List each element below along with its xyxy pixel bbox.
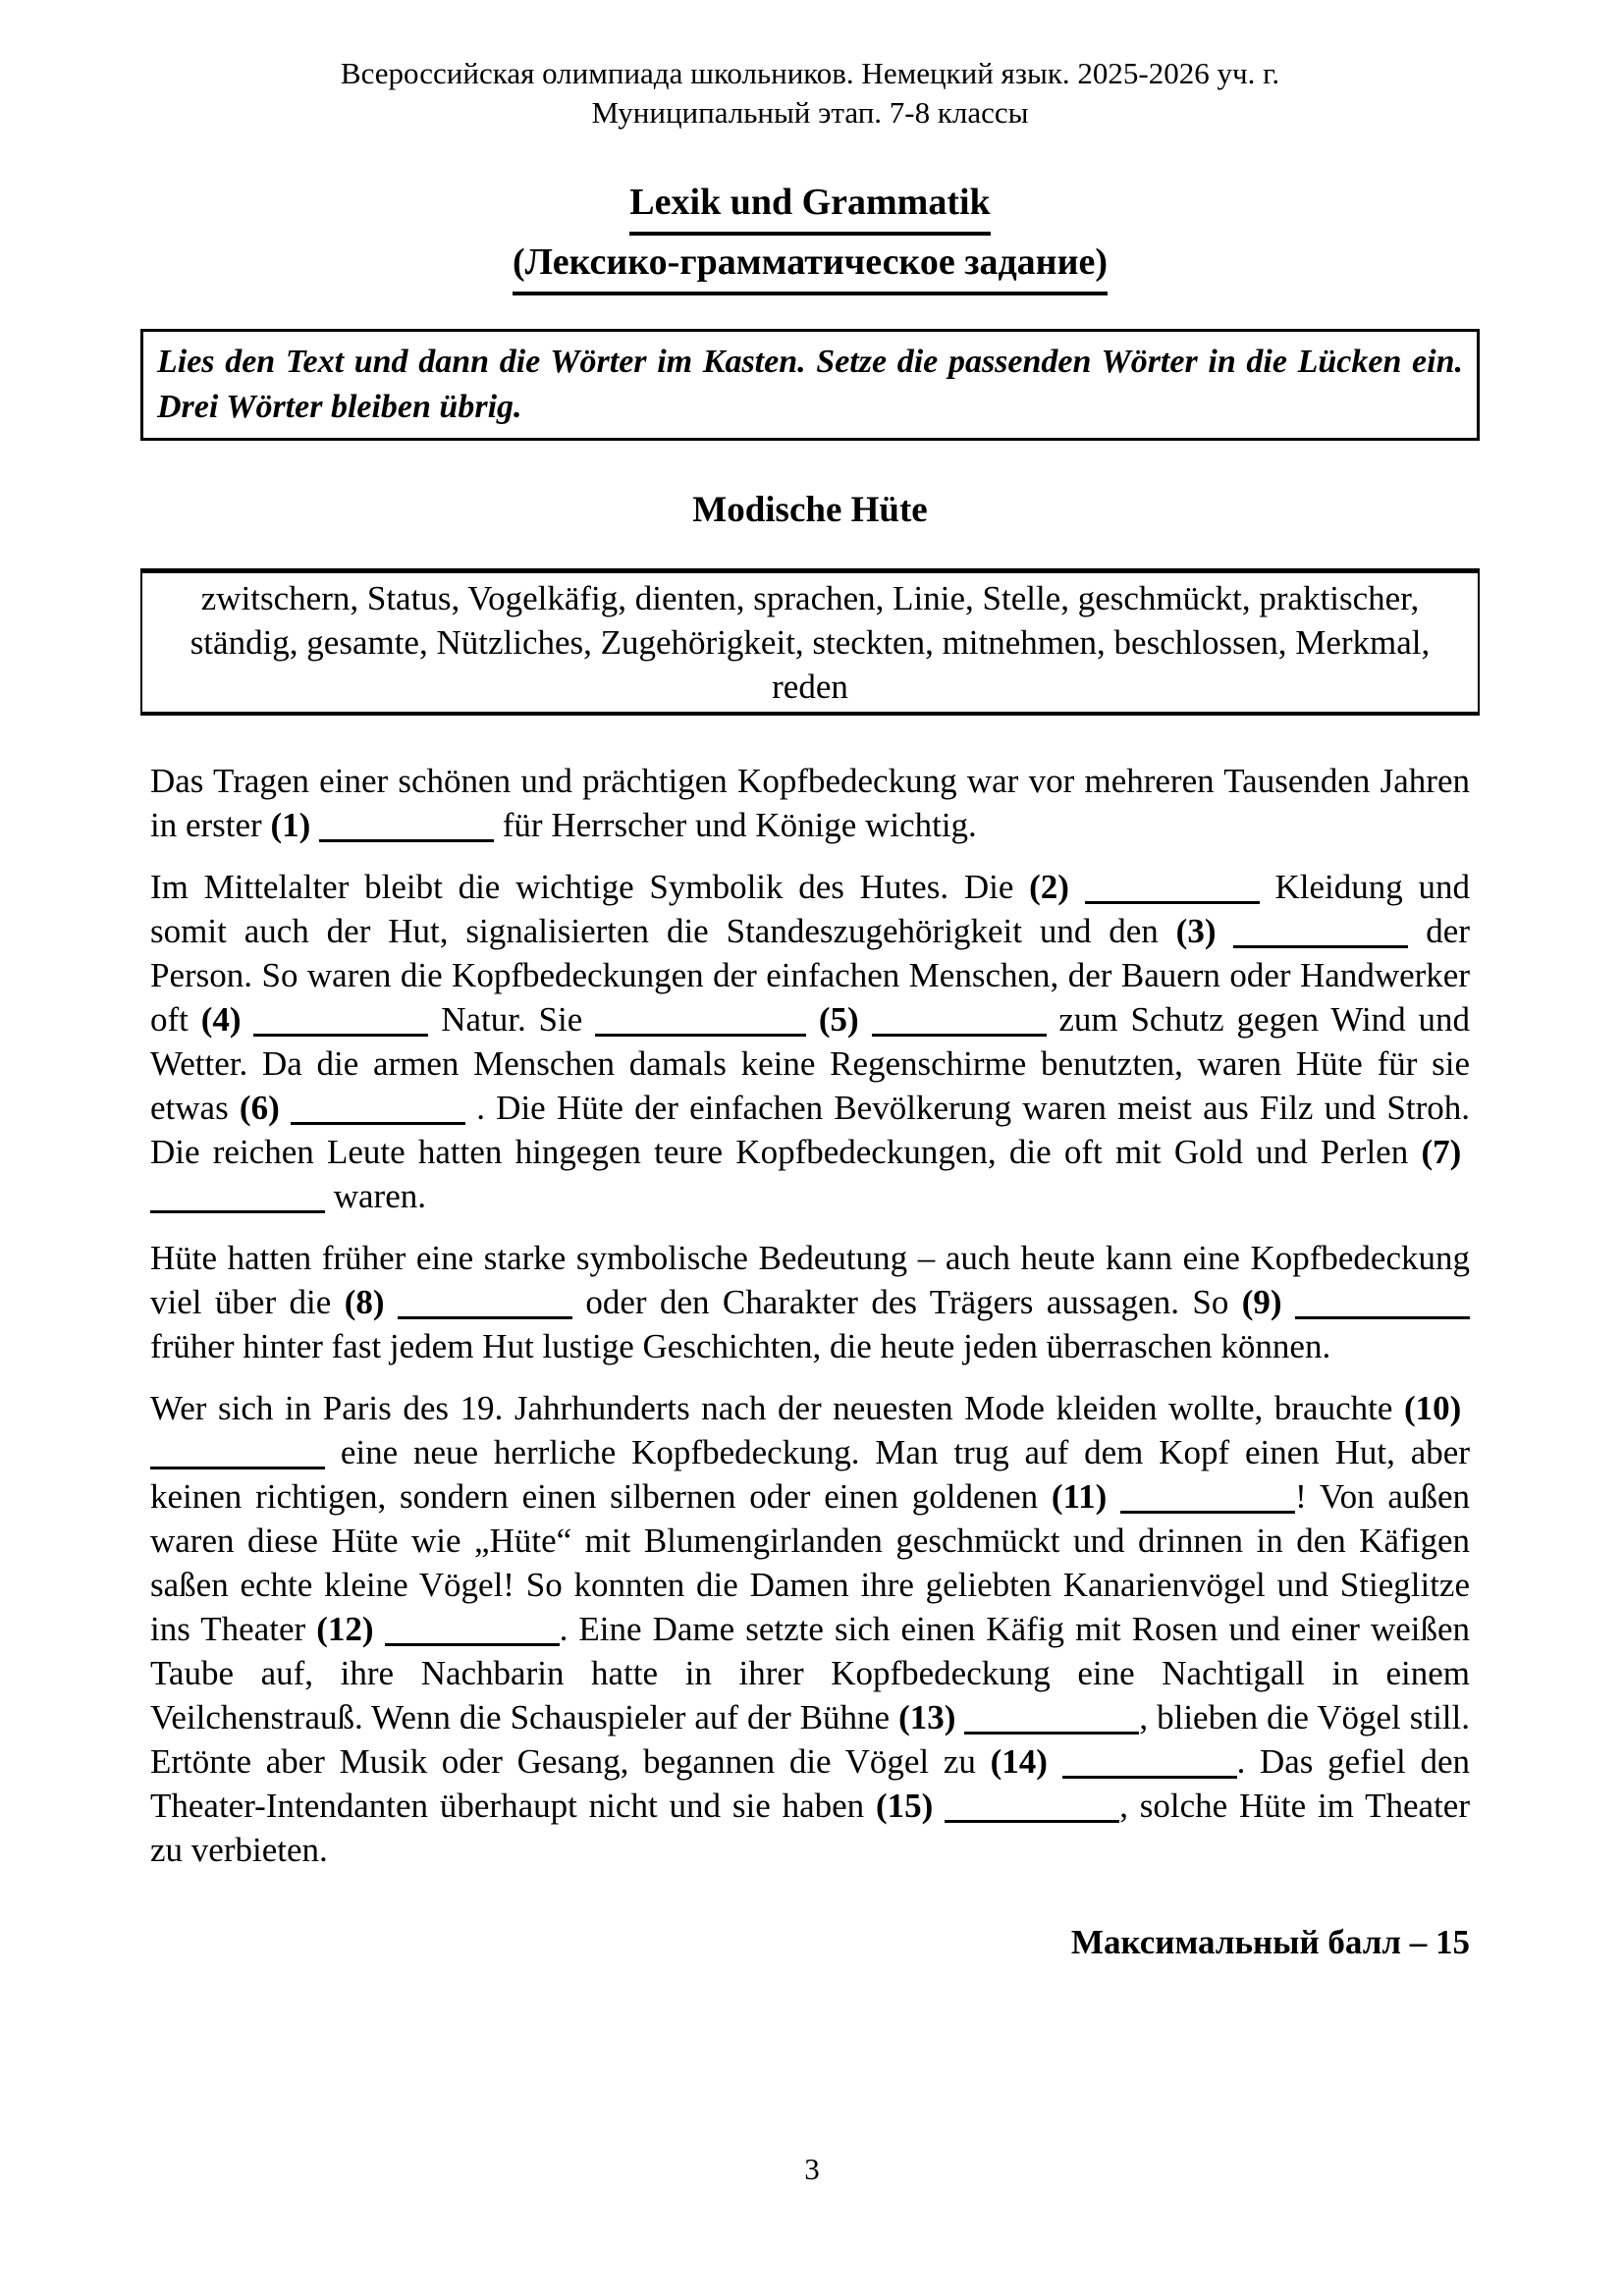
text-run: Hüte hatten früher eine starke symbolische Bedeutung – auch heute kann eine Kopfbedeckung viel über die (150, 1239, 1470, 1321)
document-header (150, 54, 1470, 133)
text-run: Kleidung und somit auch der Hut, signalisierten die Standeszugehörigkeit und den (150, 868, 1470, 950)
blank-line (385, 1641, 560, 1646)
gap-number: (8) (344, 1283, 398, 1321)
blank-line (150, 1465, 325, 1469)
gap-number: (11) (1051, 1477, 1121, 1516)
text-run: Natur. Sie (428, 1000, 596, 1039)
text-title: Modische Hüte (692, 490, 928, 530)
text-run: Das Tragen einer schönen und prächtigen Kopfbedeckung war vor mehreren Tausenden Jahren in erster (150, 762, 1470, 844)
blank-line (1233, 943, 1408, 948)
blank-line (291, 1120, 465, 1125)
blank-line (945, 1818, 1119, 1823)
section-titles (150, 176, 1470, 295)
paragraph (150, 865, 1470, 1218)
section-title-de: Lexik und Grammatik (629, 176, 990, 236)
gap-number: (6) (239, 1089, 291, 1127)
text-run: Im Mittelalter bleibt die wichtige Symbolik des Hutes. Die (150, 868, 1030, 906)
max-score: Максимальный балл – 15 (1070, 1923, 1470, 1961)
text-run: . Eine Dame setzte sich einen Käfig mit Rosen und einer weißen Taube auf, ihre Nachbarin hatte in ihrer Kopfbedeckung eine Nachtigall in einem Veilchenstrauß. Wenn die Schauspieler auf der Bühne (150, 1610, 1471, 1736)
text-run: der Person. So waren die Kopfbedeckungen der einfachen Menschen, der Bauern oder Handwerker oft (150, 912, 1470, 1039)
word-bank-list: zwitschern, Status, Vogelkäfig, dienten, sprachen, Linie, Stelle, geschmückt, praktischer, ständig, gesamte, Nützliches, Zugehörigkeit, steckten, mitnehmen, beschlossen, Merkmal, reden (189, 579, 1431, 706)
text-run: früher hinter fast jedem Hut lustige Geschichten, die heute jeden überraschen können. (150, 1327, 1331, 1365)
text-run: . Die Hüte der einfachen Bevölkerung waren meist aus Filz und Stroh. Die reichen Leute hatten hingegen teure Kopfbedeckungen, die oft mit Gold und Perlen (150, 1089, 1470, 1171)
section-title-row-ru (150, 236, 1470, 295)
gap-number: (12) (316, 1610, 385, 1648)
gap-number: (13) (898, 1698, 965, 1736)
blank-line (1085, 899, 1260, 904)
gap-number: (9) (1241, 1283, 1295, 1321)
paragraph (150, 1386, 1470, 1872)
paragraph (150, 759, 1470, 847)
text-run: oder den Charakter des Trägers aussagen. So (571, 1283, 1242, 1321)
blank-line (964, 1730, 1139, 1735)
page-content (150, 54, 1470, 1962)
header-line-1: Всероссийская олимпиада школьников. Немецкий язык. 2025-2026 уч. г. (340, 56, 1280, 90)
blank-line (398, 1314, 572, 1319)
blank-line (872, 1032, 1047, 1037)
blank-line (150, 1208, 325, 1213)
blank-line (1120, 1509, 1295, 1514)
blank-line (1062, 1774, 1237, 1779)
task-text (150, 759, 1470, 1872)
instruction-text: Lies den Text und dann die Wörter im Kasten. Setze die passenden Wörter in die Lücken ein. Drei Wörter bleiben übrig. (157, 344, 1463, 425)
text-run (806, 1000, 819, 1039)
gap-number: (14) (990, 1742, 1062, 1781)
text-run: eine neue herrliche Kopfbedeckung. Man trug auf dem Kopf einen Hut, aber keinen richtigen, sondern einen silbernen oder einen goldenen (150, 1433, 1470, 1516)
blank-line (1295, 1314, 1470, 1319)
text-run: für Herrscher und Könige wichtig. (494, 806, 977, 844)
section-title-ru: (Лексико-грамматическое задание) (513, 236, 1108, 295)
gap-number: (3) (1175, 912, 1234, 950)
text-run: , solche Hüte im Theater zu verbieten. (150, 1787, 1470, 1869)
text-run: waren. (325, 1177, 427, 1215)
gap-number: (10) (1403, 1389, 1470, 1427)
text-run: ! Von außen waren diese Hüte wie „Hüte“ mit Blumengirlanden geschmückt und drinnen in den Käfigen saßen echte kleine Vögel! So konnten die Damen ihre geliebten Kanarienvögel und Stieglitze ins Theater (150, 1477, 1470, 1648)
gap-number: (7) (1421, 1133, 1470, 1171)
blank-line (319, 837, 494, 842)
gap-number: (1) (270, 806, 320, 844)
text-run: Wer sich in Paris des 19. Jahrhunderts nach der neuesten Mode kleiden wollte, brauchte (150, 1389, 1404, 1427)
blank-line (253, 1032, 428, 1037)
instruction-box (140, 329, 1480, 441)
word-bank-box (140, 568, 1480, 716)
header-line-2: Муниципальный этап. 7-8 классы (591, 95, 1029, 130)
gap-number: (15) (876, 1787, 946, 1825)
page-number: 3 (804, 2152, 820, 2186)
gap-number: (2) (1029, 868, 1085, 906)
gap-number: (4) (200, 1000, 254, 1039)
text-run: . Das gefiel den Theater-Intendanten überhaupt nicht und sie haben (150, 1742, 1470, 1825)
text-run: , blieben die Vögel still. Ertönte aber Musik oder Gesang, begannen die Vögel zu (150, 1698, 1470, 1781)
section-title-row-de (150, 176, 1470, 236)
gap-number: (5) (818, 1000, 872, 1039)
blank-line (595, 1032, 806, 1037)
text-run: zum Schutz gegen Wind und Wetter. Da die armen Menschen damals keine Regenschirme benutzten, waren Hüte für sie etwas (150, 1000, 1470, 1127)
paragraph (150, 1236, 1470, 1368)
